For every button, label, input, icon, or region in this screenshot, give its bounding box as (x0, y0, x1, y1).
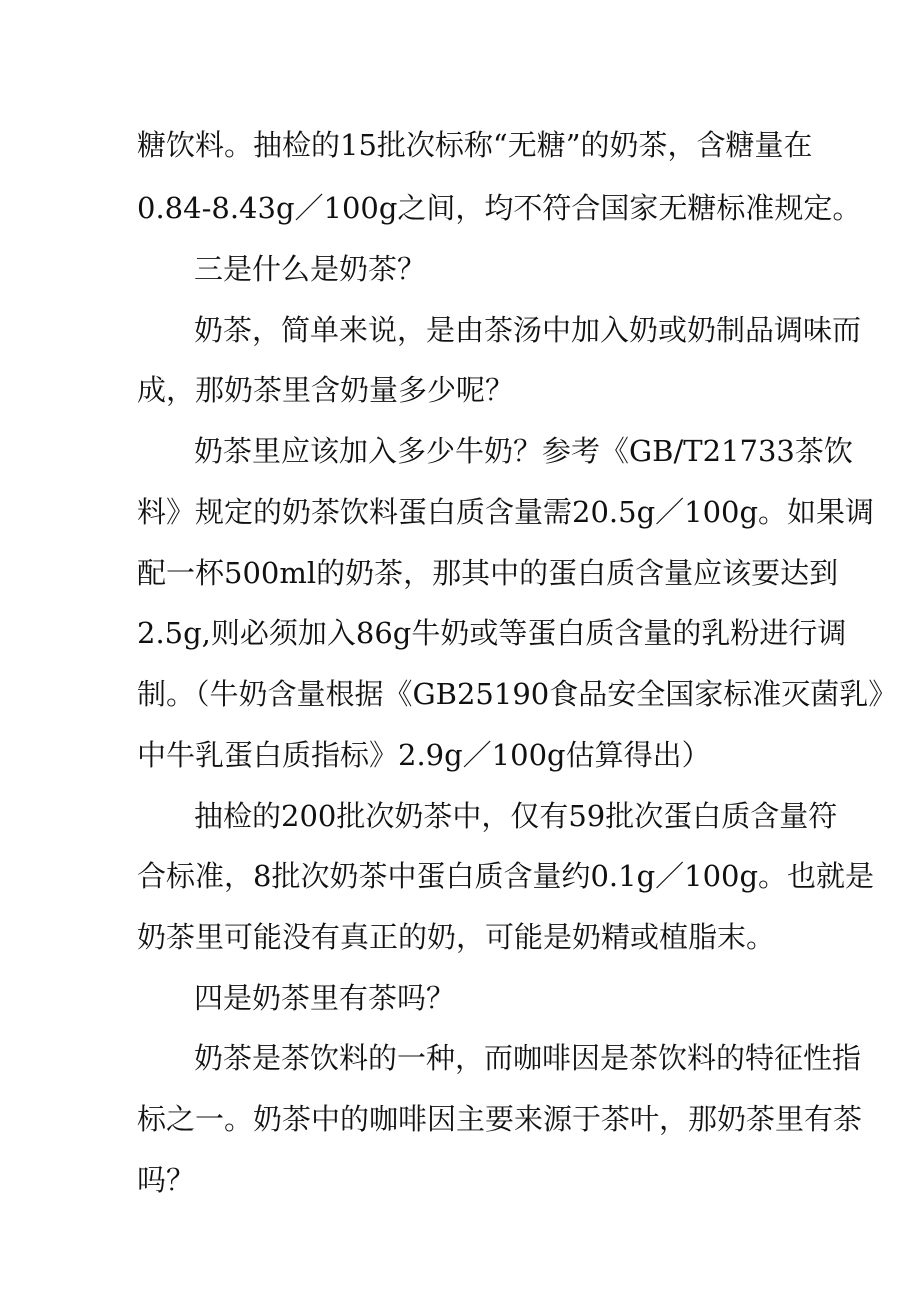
text-line: 吗？ (137, 1163, 196, 1197)
text-line: 料》规定的奶茶饮料蛋白质含量需20.5g／100g。如果调 (137, 495, 875, 529)
text-line: 奶茶是茶饮料的一种，而咖啡因是茶饮料的特征性指 (194, 1041, 862, 1075)
text-line: 糖饮料。抽检的15批次标称“无糖”的奶茶，含糖量在 (137, 128, 813, 162)
text-line: 奶茶，简单来说，是由茶汤中加入奶或奶制品调味而 (194, 313, 862, 347)
text-line: 抽检的200批次奶茶中，仅有59批次蛋白质含量符 (194, 799, 838, 833)
text-line: 2.5g,则必须加入86g牛奶或等蛋白质含量的乳粉进行调 (137, 616, 847, 650)
section-heading: 三是什么是奶茶？ (194, 252, 427, 286)
section-heading: 四是奶茶里有茶吗？ (194, 981, 456, 1015)
text-line: 合标准，8批次奶茶中蛋白质含量约0.1g／100g。也就是 (137, 859, 875, 893)
text-line: 成，那奶茶里含奶量多少呢？ (137, 373, 515, 407)
text-line: 0.84-8.43g／100g之间，均不符合国家无糖标准规定。 (137, 191, 862, 225)
text-line: 制。（牛奶含量根据《GB25190食品安全国家标准灭菌乳》 (137, 677, 898, 711)
text-line: 奶茶里应该加入多少牛奶？参考《GB/T21733茶饮 (194, 434, 853, 468)
text-line: 奶茶里可能没有真正的奶，可能是奶精或植脂末。 (137, 920, 776, 954)
text-line: 中牛乳蛋白质指标》2.9g／100g估算得出） (137, 738, 711, 772)
text-line: 配一杯500ml的奶茶，那其中的蛋白质含量应该要达到 (137, 556, 839, 590)
text-line: 标之一。奶茶中的咖啡因主要来源于茶叶，那奶茶里有茶 (137, 1102, 863, 1136)
